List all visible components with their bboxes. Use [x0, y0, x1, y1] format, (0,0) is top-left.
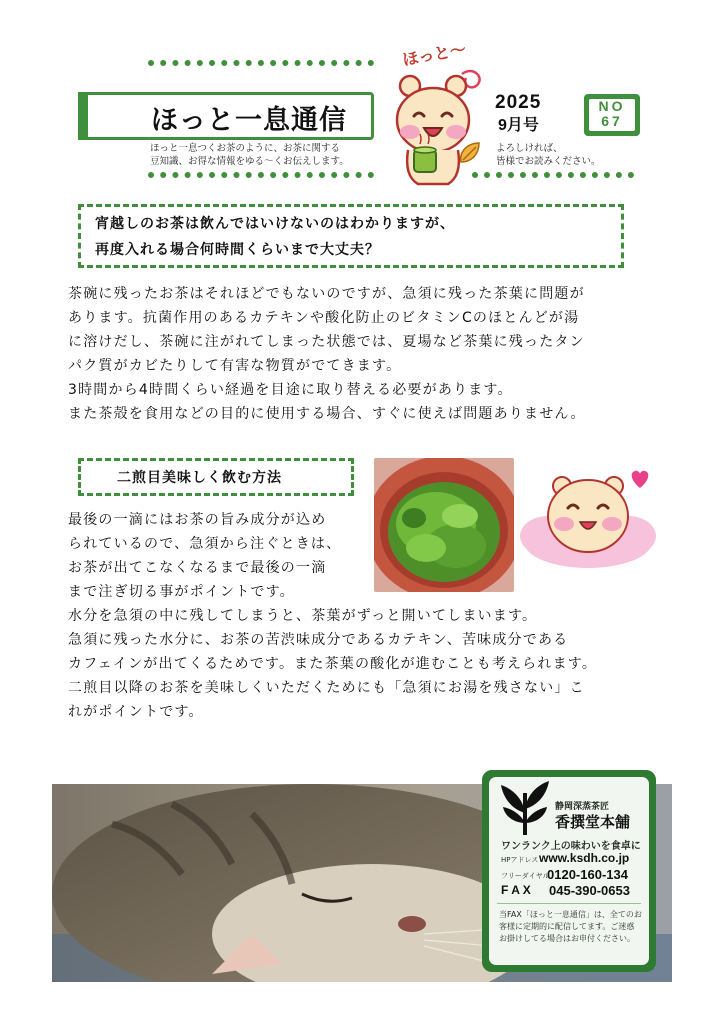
card-divider [497, 903, 641, 904]
answer-line: 3時間から4時間くらい経過を目途に取り替える必要があります。 [68, 382, 513, 398]
notice-line-3: お掛けしてる場合はお申付ください。 [499, 934, 635, 943]
mascot-caption: ほっと〜 [401, 39, 468, 70]
tea-plant-logo-icon [497, 779, 553, 837]
company-name: 香撰堂本舗 [555, 813, 631, 831]
answer-line: パク質がカビたりして有害な物質がでてきます。 [68, 358, 402, 374]
header-bottom-dotted-rule-right [472, 172, 634, 178]
tip-line: 急須に残った水分に、お茶の苦渋味成分であるカテキン、苦味成分である [68, 632, 569, 648]
company-info-card [482, 770, 656, 972]
tip-heading: 二煎目美味しく飲む方法 [117, 470, 282, 486]
newsletter-title-box [78, 92, 374, 140]
tip-text-long [68, 604, 668, 724]
tip-line: 二煎目以降のお茶を美味しくいただくためにも「急須にお湯を残さない」こ [68, 680, 585, 696]
question-box [78, 204, 624, 268]
issue-number-label: NO [598, 98, 626, 114]
description-line-1: ほっと一息つくお茶のように、お茶に関する [150, 143, 341, 154]
hp-label: HPアドレス [501, 856, 539, 864]
tip-line: 水分を急須の中に残してしまうと、茶葉がずっと開いてしまいます。 [68, 608, 538, 624]
freedial-label: フリーダイヤル [501, 872, 550, 880]
company-notice [499, 909, 647, 945]
tip-line: カフェインが出てくるためです。また茶葉の酸化が進むことも考えられます。 [68, 656, 598, 672]
newsletter-description [150, 142, 390, 168]
issue-number-value: 67 [601, 113, 623, 129]
tip-text-short [68, 508, 378, 604]
question-text [95, 211, 455, 263]
issue-year: 2025 [495, 92, 542, 113]
answer-text [68, 282, 668, 426]
leaf-icon [457, 140, 483, 166]
company-url[interactable]: www.ksdh.co.jp [539, 851, 630, 865]
notice-line-1: 当FAX「ほっと一息通信」は、全てのお [499, 910, 642, 919]
fax-label: F A X [501, 883, 531, 897]
notice-line-2: 客様に定期的に配信してます。ご迷惑 [499, 922, 635, 931]
tea-leaves-photo [374, 458, 514, 592]
greeting-line-1: よろしければ、 [496, 143, 563, 154]
tip-line: お茶が出てこなくなるまで最後の一滴 [68, 560, 327, 576]
tip-line: れがポイントです。 [68, 704, 204, 720]
greeting-line-2: 皆様でお読みください。 [496, 156, 601, 167]
company-tagline: 静岡深蒸茶匠 [555, 802, 610, 812]
answer-line: また茶殻を食用などの目的に使用する場合、すぐに使えば問題ありません。 [68, 406, 586, 422]
answer-line: に溶けだし、茶碗に注がれてしまった状態では、夏場など茶葉に残ったタン [68, 334, 585, 350]
title-accent-bar [78, 92, 88, 140]
fax-number[interactable]: 045-390-0653 [549, 883, 630, 898]
answer-line: あります。抗菌作用のあるカテキンや酸化防止のビタミンCのほとんどが湯 [68, 310, 580, 326]
tip-heading-box [78, 458, 354, 496]
tip-line: まで注ぎ切る事がポイントです。 [68, 584, 295, 600]
tip-line: られているので、急須から注ぐときは、 [68, 536, 342, 552]
header-bottom-dotted-rule [148, 172, 374, 178]
description-line-2: 豆知識、お得な情報をゆる〜くお伝えします。 [150, 156, 349, 167]
heart-icon [628, 468, 652, 490]
issue-number-badge [584, 94, 640, 136]
question-line-1: 宵越しのお茶は飲んではいけないのはわかりますが、 [95, 216, 455, 232]
freedial-number[interactable]: 0120-160-134 [547, 867, 628, 882]
issue-month: 9月号 [498, 117, 539, 134]
company-slogan: ワンランク上の味わいを食卓に [501, 841, 641, 852]
header-top-dotted-rule [148, 60, 374, 66]
question-line-2: 再度入れる場合何時間くらいまで大丈夫？ [95, 242, 380, 258]
greeting [496, 142, 646, 168]
answer-line: 茶碗に残ったお茶はそれほどでもないのですが、急須に残った茶葉に問題が [68, 286, 585, 302]
tip-line: 最後の一滴にはお茶の旨み成分が込め [68, 512, 327, 528]
newsletter-title: ほっと一息通信 [151, 105, 347, 136]
